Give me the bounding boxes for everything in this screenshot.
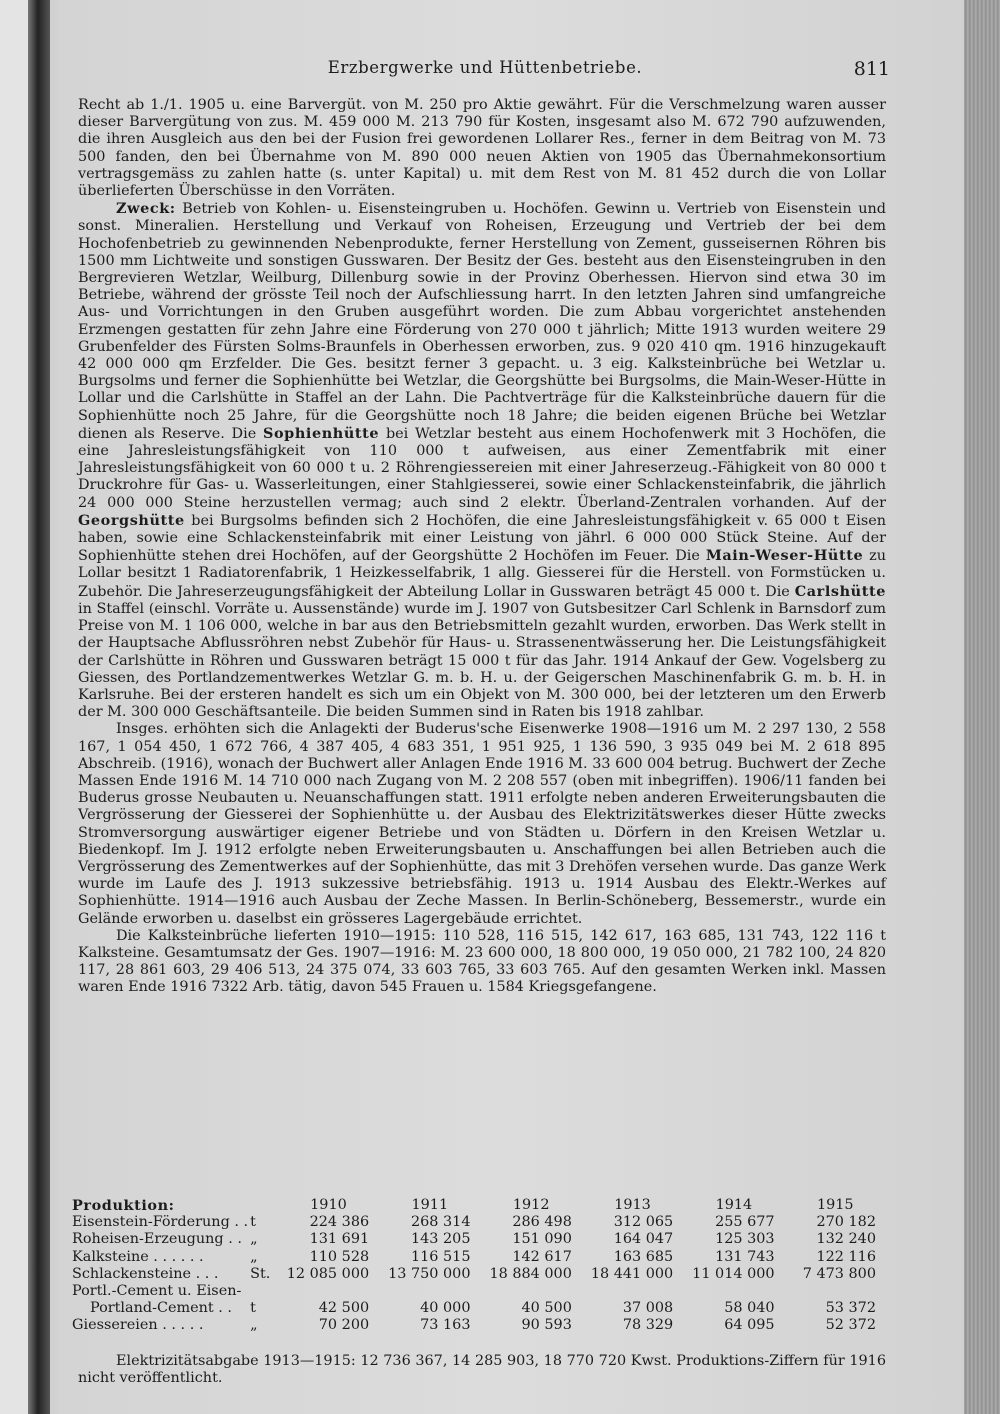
- row-label: Portl.-Cement u. Eisen-: [72, 1283, 242, 1300]
- production-table: [72, 1197, 886, 1335]
- cell-value: 70 200: [318, 1317, 370, 1334]
- cell-value: 13 750 000: [388, 1265, 471, 1282]
- cell-value: [481, 1283, 582, 1300]
- row-label: Portland-Cement . .: [90, 1300, 232, 1317]
- cell-value: 142 617: [512, 1248, 572, 1265]
- year-header: 1911: [411, 1197, 449, 1213]
- main-weser-huette-text: zu Lollar besitzt 1 Radiatorenfabrik, 1 Heizkesselfabrik, 1 allg. Giesserei für die Herstell. von Formstücken u. Zubehör. Die Jahreserzeugungsfähigkeit der Abteilung Lollar in Gusswaren beträgt 45 000 t. Die: [78, 548, 886, 600]
- cell-value: 37 008: [622, 1300, 674, 1317]
- page-number: 811: [853, 58, 890, 80]
- cell-value: 40 500: [521, 1300, 572, 1317]
- article-body: [78, 97, 886, 997]
- table-row: [72, 1317, 886, 1334]
- cell-value: [785, 1283, 886, 1300]
- cell-value: 18 441 000: [590, 1265, 674, 1282]
- year-header: 1914: [715, 1197, 753, 1213]
- cell-value: 116 515: [410, 1248, 471, 1265]
- table-row: [72, 1266, 886, 1283]
- paragraph-anlagen: Insges. erhöhten sich die Anlagekti der Buderus'sche Eisenwerke 1908—1916 um M. 2 297 130, 2 558 167, 1 054 450, 1 672 766, 4 387 405, 4 683 351, 1 951 925, 1 136 590, 3 935 049 bei M. 2 618 895 Abschreib. (1916), wonach der Buchwert aller Anlagen Ende 1916 M. 33 600 004 betrug. Buchwert der Zeche Massen Ende 1916 M. 14 710 000 nach Zugang von M. 2 208 557 (oben mit inbegriffen). 1906/11 fanden bei Buderus grosse Neubauten u. Neuanschaffungen statt. 1911 erfolgte neben anderen Erweiterungsbauten die Vergrösserung der Giesserei der Sophienhütte u. der Ausbau des Elektrizitätswerkes dieser Hütte zwecks Stromversorgung auswärtiger eigener Betriebe und von Städten u. Dörfern in den Kreisen Wetzlar u. Biedenkopf. Im J. 1912 erfolgte neben Erweiterungsbauten u. Anschaffungen bei allen Betrieben auch die Vergrösserung des Zementwerkes auf der Sophienhütte, das mit 3 Drehöfen versehen wurde. Das ganze Werk wurde im Laufe des J. 1913 sukzessive betriebsfähig. 1913 u. 1914 Ausbau des Elektr.-Werkes auf Sophienhütte. 1914—1916 auch Ausbau der Zeche Massen. In Berlin-Schöneberg, Bessemerstr., wurde ein Gelände erworben u. daselbst ein grösseres Lagergebäude errichtet.: [78, 721, 886, 927]
- table-row: [72, 1249, 886, 1266]
- page-left-margin: [0, 0, 28, 1414]
- row-unit: [248, 1283, 278, 1300]
- year-header: 1913: [614, 1197, 651, 1213]
- paragraph-continuation: Recht ab 1./1. 1905 u. eine Barvergüt. von M. 250 pro Aktie gewährt. Für die Verschmelzung waren ausser dieser Barvergütung von zus. M. 459 000 M. 213 790 für Kosten, insgesamt also M. 672 790 aufzuwenden, die ihren Ausgleich aus den bei der Fusion frei gewordenen Lollarer Res., ferner in dem Beitrag von M. 73 500 fanden, den bei Übernahme von M. 890 000 neuen Aktien von 1905 das Übernahmekonsortium vertragsgemäss zu zahlen hatte (s. unter Kapital) u. mit dem Rest von M. 81 452 durch die von Lollar überlieferten Überschüsse in den Vorräten.: [78, 97, 886, 200]
- cell-value: 268 314: [410, 1214, 471, 1231]
- row-label: Roheisen-Erzeugung . .: [72, 1231, 242, 1248]
- zweck-text: Betrieb von Kohlen- u. Eisensteingruben u. Hochöfen. Gewinn u. Vertrieb von Eisenstein und sonst. Mineralien. Herstellung und Verkauf von Roheisen, Erzeugung und Vertrieb der bei dem Hochofenbetrieb zu gewinnenden Nebenprodukte, ferner Herstellung von Zement, gusseisernen Röhren bis 1500 mm Lichtweite und sonstigen Gusswaren. Der Besitz der Ges. besteht aus den Eisensteingruben in den Bergrevieren Wetzlar, Weilburg, Dillenburg sowie in der Provinz Oberhessen. Hiervon sind etwa 30 im Betriebe, während der grösste Teil noch der Aufschliessung harrt. In den letzten Jahren sind umfangreiche Aus- und Vorrichtungen in den Gruben ausgeführt worden. Die zum Abbau vorgerichtet anstehenden Erzmengen gestatten für zehn Jahre eine Förderung von 270 000 t jährlich; Mitte 1913 wurden weitere 29 Grubenfelder des Fürsten Solms-Braunfels in Oberhessen erworben, zus. 9 020 410 qm. 1916 hinzugekauft 42 000 000 qm Erzfelder. Die Ges. besitzt ferner 3 gepacht. u. 3 eig. Kalksteinbrüche bei Wetzlar u. Burgsolms und ferner die Sophienhütte bei Wetzlar, die Georgshütte bei Burgsolms, die Main-Weser-Hütte in Lollar und die Carlshütte in Staffel an der Lahn. Die Pachtverträge für die Kalksteinbrüche dauern für die Sophienhütte noch 25 Jahre, für die Georgshütte noch 18 Jahre; die beiden eigenen Brüche bei Wetzlar dienen als Reserve. Die: [78, 201, 886, 442]
- cell-value: 12 085 000: [286, 1265, 370, 1282]
- row-unit: „: [250, 1317, 258, 1334]
- cell-value: 151 090: [512, 1231, 572, 1248]
- row-unit: t: [250, 1214, 256, 1231]
- cell-value: 270 182: [816, 1214, 876, 1231]
- cell-value: [379, 1283, 480, 1300]
- paragraph-zweck: [78, 200, 886, 721]
- row-unit: „: [250, 1231, 258, 1248]
- cell-value: 11 014 000: [692, 1265, 775, 1282]
- year-header: 1912: [512, 1197, 550, 1213]
- year-header: 1910: [310, 1197, 347, 1213]
- cell-value: 163 685: [613, 1248, 674, 1265]
- electricity-paragraph: Elektrizitätsabgabe 1913—1915: 12 736 367, 14 285 903, 18 770 720 Kwst. Produktions-Ziffern für 1916 nicht veröffentlicht.: [78, 1353, 886, 1387]
- row-unit: St.: [250, 1265, 271, 1282]
- footer-note: [78, 1353, 886, 1387]
- cell-value: [683, 1283, 784, 1300]
- sophienhuette-name: Sophienhütte: [262, 424, 380, 442]
- main-weser-huette-name: Main-Weser-Hütte: [705, 547, 864, 565]
- table-row: [72, 1283, 886, 1300]
- cell-value: 143 205: [410, 1231, 471, 1248]
- cell-value: 255 677: [715, 1214, 775, 1231]
- cell-value: 90 593: [521, 1317, 572, 1334]
- cell-value: 64 095: [724, 1317, 775, 1334]
- table-row: [72, 1300, 886, 1317]
- cell-value: 312 065: [613, 1214, 674, 1231]
- unit-header: [248, 1197, 278, 1214]
- book-spine-shadow: [28, 0, 50, 1414]
- zweck-label: Zweck:: [116, 200, 176, 218]
- cell-value: 286 498: [512, 1214, 572, 1231]
- running-title: Erzbergwerke und Hüttenbetriebe.: [327, 58, 643, 77]
- cell-value: 131 691: [309, 1231, 370, 1248]
- row-label: Schlackensteine . . .: [72, 1265, 219, 1282]
- row-label: Eisenstein-Förderung . .: [72, 1214, 249, 1231]
- cell-value: 224 386: [309, 1214, 370, 1231]
- page-edge-stack: [964, 0, 1000, 1414]
- paragraph-kalksteinbrueche: Die Kalksteinbrüche lieferten 1910—1915: 110 528, 116 515, 142 617, 163 685, 131 743, 122 116 t Kalksteine. Gesamtumsatz der Ges. 1907—1916: M. 23 600 000, 18 800 000, 19 050 000, 21 782 100, 24 820 117, 28 861 603, 29 406 513, 24 375 074, 33 603 765, 33 603 765. Auf den gesamten Werken inkl. Massen waren Ende 1916 7322 Arb. tätig, davon 545 Frauen u. 1584 Kriegsgefangene.: [78, 927, 886, 996]
- table-row: [72, 1214, 886, 1231]
- year-header: 1915: [816, 1197, 854, 1213]
- table-row: [72, 1231, 886, 1248]
- georgshuette-name: Georgshütte: [78, 511, 185, 529]
- cell-value: 78 329: [622, 1317, 674, 1334]
- cell-value: 122 116: [816, 1248, 876, 1265]
- sophienhuette-text: bei Wetzlar besteht aus einem Hochofenwerk mit 3 Hochöfen, die eine Jahresleistungsfähigkeit von 110 000 t aufweisen, aus einer Zementfabrik mit einer Jahresleistungsfähigkeit von 60 000 t u. 2 Röhrengiessereien mit einer Jahreserzeug.-Fähigkeit von 80 000 t Druckrohre für Gas- u. Wasserleitungen, einer Stahlgiesserei, sowie einer Schlackensteinfabrik, die jährlich 24 000 000 Steine herzustellen vermag; auch sind 2 elektr. Überland-Zentralen vorhanden. Auf der: [78, 425, 887, 511]
- cell-value: 58 040: [724, 1300, 775, 1317]
- row-label: Giessereien . . . . .: [72, 1317, 204, 1334]
- cell-value: 53 372: [825, 1300, 876, 1317]
- cell-value: 52 372: [825, 1317, 876, 1334]
- cell-value: [278, 1283, 379, 1300]
- production-heading: Produktion:: [72, 1197, 175, 1214]
- cell-value: 110 528: [309, 1248, 370, 1265]
- cell-value: 18 884 000: [489, 1265, 572, 1282]
- cell-value: 40 000: [420, 1300, 471, 1317]
- georgshuette-text: bei Burgsolms befinden sich 2 Hochöfen, die eine Jahresleistungsfähigkeit v. 65 000 t Eisen haben, sowie eine Schlackensteinfabrik mit einer Leistung von jährl. 6 000 000 Stück Steine. Auf der Sophienhütte stehen drei Hochöfen, auf der Georgshütte 2 Hochöfen im Feuer. Die: [78, 512, 887, 565]
- cell-value: 164 047: [613, 1231, 674, 1248]
- carlshuette-name: Carlshütte: [794, 582, 886, 600]
- cell-value: 132 240: [816, 1231, 876, 1248]
- cell-value: 73 163: [420, 1317, 471, 1334]
- cell-value: 125 303: [715, 1231, 775, 1248]
- row-label: Kalksteine . . . . . .: [72, 1248, 204, 1265]
- cell-value: [582, 1283, 683, 1300]
- production-header-row: [72, 1197, 886, 1214]
- row-unit: „: [250, 1248, 258, 1265]
- cell-value: 131 743: [715, 1248, 775, 1265]
- cell-value: 42 500: [318, 1300, 370, 1317]
- carlshuette-text: in Staffel (einschl. Vorräte u. Aussenstände) wurde im J. 1907 von Gutsbesitzer Carl Schlenk in Barnsdorf zum Preise von M. 1 106 000, welche in bar aus den Betriebsmitteln gezahlt wurden, erworben. Das Werk stellt in der Hauptsache Abflussröhren nebst Zubehör für Haus- u. Strassenentwässerung her. Die Leistungsfähigkeit der Carlshütte in Röhren und Gusswaren beträgt 15 000 t für das Jahr. 1914 Ankauf der Gew. Vogelsberg zu Giessen, des Portlandzementwerkes Wetzlar G. m. b. H. u. der Geigerschen Maschinenfabrik G. m. b. H. in Karlsruhe. Bei der ersteren handelt es sich um ein Objekt von M. 300 000, bei der letzteren um den Erwerb der M. 300 000 Geschäftsanteile. Die beiden Summen sind in Raten bis 1918 zahlbar.: [78, 600, 886, 721]
- row-unit: t: [250, 1300, 256, 1317]
- running-header: [80, 58, 890, 82]
- cell-value: 7 473 800: [802, 1265, 876, 1282]
